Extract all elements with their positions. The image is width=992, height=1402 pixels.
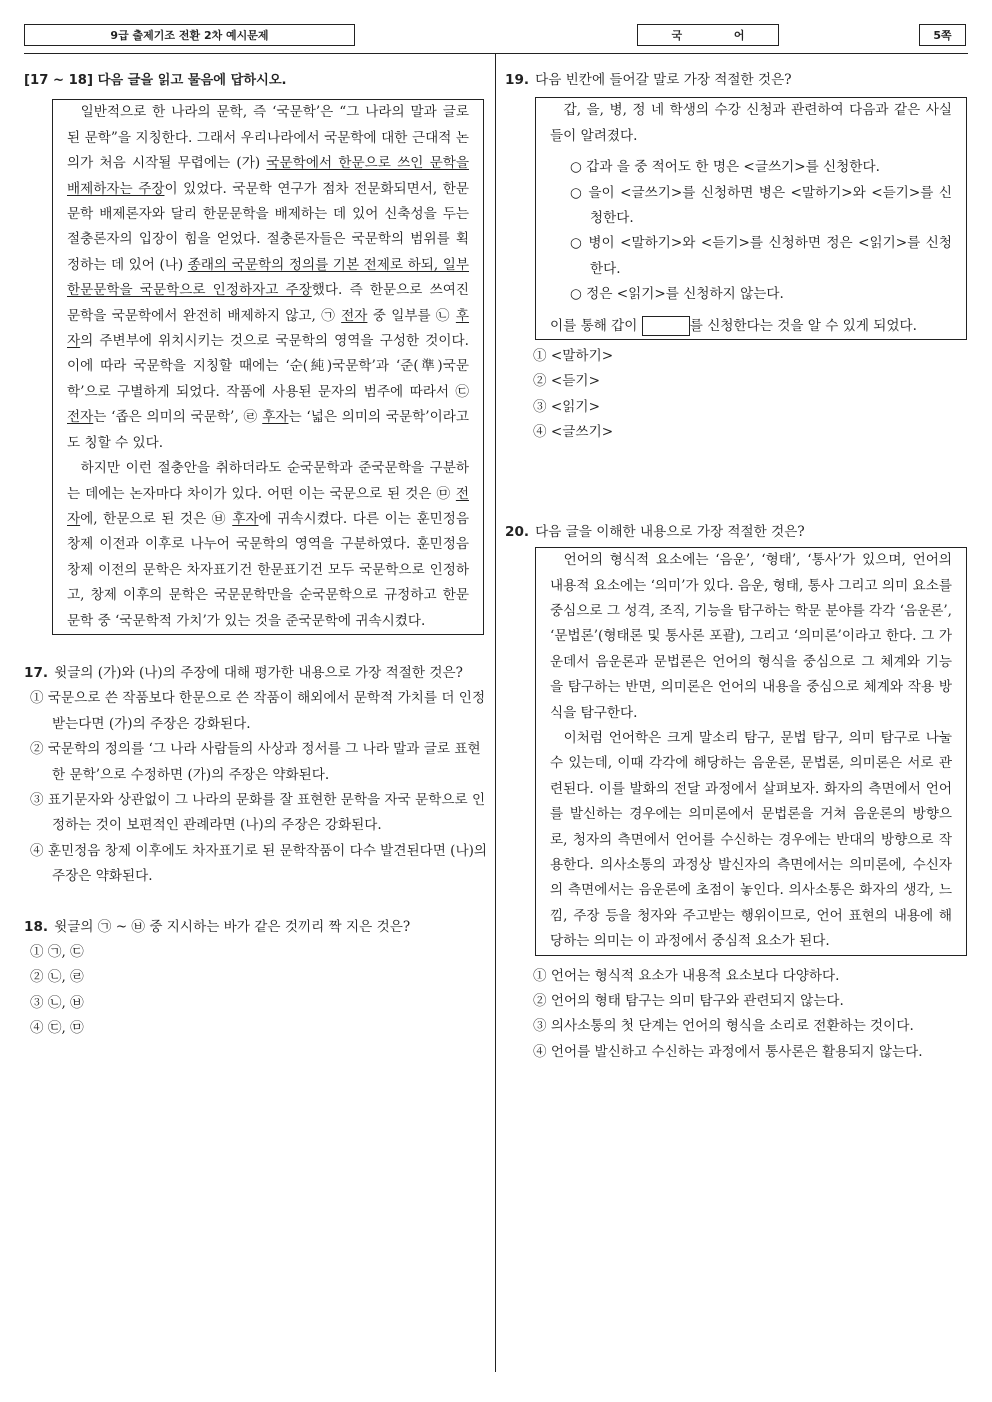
choice-3[interactable]: ③ <읽기> [533,398,600,415]
choice-3[interactable]: ③ 의사소통의 첫 단계는 언어의 형식을 소리로 전환하는 것이다. [533,1018,914,1035]
ref-3: 전자 [67,409,94,426]
question-stem: 다음 글을 이해한 내용으로 가장 적절한 것은? [535,523,805,540]
passage-paragraph-2: 하지만 이런 절충안을 취하더라도 순국문학과 준국문학을 구분하는 데에는 논자마다 차이가 있다. 어떤 이는 국문으로 된 것은 ㉤ 전자에, 한문으로 된 것은 ㉥ 후자에 귀속시켰다. 다른 이는 훈민정음 창제 이전과 이후로 나누어 국문학의 영역을 구분하였다. 훈민정음 창제 이전의 문학은 차자표기건 한문표기건 모두 국문학으로 인정하고, 창제 이후의 문학은 국문문학만을 순국문학으로 규정하고 한문문학 중 ‘국문학적 가치’가 있는 것을 준국문학에 귀속시켰다. [67,460,469,629]
conditions-box [535,97,967,340]
column-divider [495,54,496,1372]
right-column [505,68,967,1065]
box-conclusion: 이를 통해 갑이 를 신청한다는 것을 알 수 있게 되었다. [550,314,952,339]
choice-4[interactable]: ④ <글쓰기> [533,424,614,441]
ref-5: 전자 [67,485,469,527]
choice-4[interactable]: ④ 언어를 발신하고 수신하는 과정에서 통사론은 활용되지 않는다. [533,1043,923,1060]
question-17 [24,661,488,890]
choice-4[interactable]: ④ ㉢, ㉤ [30,1020,84,1037]
ref-1: 전자 [341,307,368,324]
question-number: 18. [24,918,49,935]
exam-title: 9급 출제기조 전환 2차 예시문제 [110,29,269,42]
condition-3: ○ 병이 <말하기>와 <듣기>를 신청하면 정은 <읽기>를 신청한다. [570,235,952,277]
claim-na: 종래의 국문학의 정의를 기본 전제로 하되, 일부 한문문학을 국문학으로 인정하자고 주장 [67,256,470,299]
ref-2: 후자 [67,307,469,350]
choice-4[interactable]: ④ 훈민정음 창제 이후에도 차자표기로 된 문학작품이 다수 발견된다면 (나)의 주장은 약화된다. [30,842,488,885]
choice-1[interactable]: ① 국문으로 쓴 작품보다 한문으로 쓴 작품이 해외에서 문학적 가치를 더 인정받는다면 (가)의 주장은 강화된다. [30,690,486,732]
choice-3[interactable]: ③ ㉡, ㉥ [30,994,84,1011]
left-column [24,68,488,1042]
passage-paragraph-2: 이처럼 언어학은 크게 말소리 탐구, 문법 탐구, 의미 탐구로 나눌 수 있는데, 이때 각각에 해당하는 음운론, 문법론, 의미론은 서로 관련된다. 이를 발화의 전달 과정에서 살펴보자. 화자의 측면에서 언어를 발신하는 경우에는 의미론에서 문법론을 거쳐 음운론의 방향으로, 청자의 측면에서 언어를 수신하는 경우에는 반대의 방향으로 작용한다. 의사소통의 과정상 발신자의 측면에서는 의미론에, 수신자의 측면에서는 음운론에 초점이 놓인다. 의사소통은 화자의 생각, 느낌, 주장 등을 청자와 주고받는 행위이므로, 언어 표현의 내용에 해당하는 의미는 이 과정에서 중심적 요소가 된다. [550,729,952,950]
ref-6: 후자 [232,510,259,527]
question-number: 19. [505,72,530,88]
question-18 [24,915,488,1042]
choice-1[interactable]: ① 언어는 형식적 요소가 내용적 요소보다 다양하다. [533,967,840,984]
condition-2: ○ 을이 <글쓰기>를 신청하면 병은 <말하기>와 <듣기>를 신청한다. [570,184,952,227]
choice-2[interactable]: ② 국문학의 정의를 ‘그 나라 사람들의 사상과 정서를 그 나라 말과 글로 표현한 문학’으로 수정하면 (가)의 주장은 약화된다. [30,741,481,783]
question-number: 17. [24,664,49,681]
question-stem: 윗글의 ㉠ ~ ㉥ 중 지시하는 바가 같은 것끼리 짝 지은 것은? [54,918,411,935]
question-19 [505,68,967,446]
subject-label: 국 어 [671,29,769,42]
exam-title-box [24,24,355,46]
condition-1: ○ 갑과 을 중 적어도 한 명은 <글쓰기>를 신청한다. [570,159,880,176]
choice-2[interactable]: ② 언어의 형태 탐구는 의미 탐구와 관련되지 않는다. [533,993,844,1009]
passage-paragraph-1: 언어의 형식적 요소에는 ‘음운’, ‘형태’, ‘통사’가 있으며, 언어의 내용적 요소에는 ‘의미’가 있다. 음운, 형태, 통사 그리고 의미 요소를 중심으로 그 성격, 조직, 기능을 탐구하는 학문 분야를 각각 ‘음운론’, ‘문법론’(형태론 및 통사론 포괄), 그리고 ‘의미론’이라고 한다. 그 가운데서 음운론과 문법론은 언어의 형식을 중심으로 그 체계와 기능을 탐구하는 반면, 의미론은 언어의 내용을 중심으로 체계와 작용 방식을 탐구한다. [550,552,952,721]
choice-2[interactable]: ② ㉡, ㉣ [30,969,84,986]
passage-box-20 [535,547,967,956]
question-20 [505,520,967,1066]
question-stem: 다음 빈칸에 들어갈 말로 가장 적절한 것은? [535,72,792,88]
subject-box [637,24,779,46]
question-number: 20. [505,523,530,540]
choice-2[interactable]: ② <듣기> [533,373,600,390]
answer-blank [642,316,690,336]
passage-paragraph-1: 일반적으로 한 나라의 문학, 즉 ‘국문학’은 “그 나라의 말과 글로 된 문학”을 지칭한다. 그래서 우리나라에서 국문학에 대한 근대적 논의가 처음 시작될 무렵에는 (가) 국문학에서 한문으로 쓰인 문학을 배제하자는 주장이 있었다. 국문학 연구가 점차 전문화되면서, 한문문학 배제론자와 달리 한문문학을 배제하는 데 있어 신축성을 두는 절충론자의 입장이 힘을 얻었다. 절충론자들은 국문학의 범위를 획정하는 데 있어 (나) 종래의 국문학의 정의를 기본 전제로 하되, 일부 한문문학을 국문학으로 인정하자고 주장했다. 즉 한문으로 쓰여진 문학을 국문학에서 완전히 배제하지 않고, ㉠ 전자 중 일부를 ㉡ 후자의 주변부에 위치시키는 것으로 국문학의 영역을 구성한 것이다. 이에 따라 국문학을 지칭할 때에는 ‘순(純)국문학’과 ‘준(準)국문학’으로 구별하게 되었다. 작품에 사용된 문자의 범주에 따라서 ㉢ 전자는 ‘좁은 의미의 국문학’, ㉣ 후자는 ‘넓은 의미의 국문학’이라고도 칭할 수 있다. [67,104,470,451]
ref-4: 후자 [262,409,289,426]
page-number: 5쪽 [933,29,952,42]
condition-4: ○ 정은 <읽기>를 신청하지 않는다. [570,286,784,303]
choice-1[interactable]: ① ㉠, ㉢ [30,944,84,960]
condition-list [550,155,952,307]
box-intro: 갑, 을, 병, 정 네 학생의 수강 신청과 관련하여 다음과 같은 사실들이 알려졌다. [550,102,952,144]
section-instruction: [17 ~ 18] 다음 글을 읽고 물음에 답하시오. [24,73,287,88]
page-number-box [919,24,966,46]
question-stem: 윗글의 (가)와 (나)의 주장에 대해 평가한 내용으로 가장 적절한 것은? [54,664,463,681]
passage-box-17-18 [52,99,484,635]
choice-3[interactable]: ③ 표기문자와 상관없이 그 나라의 문화를 잘 표현한 문학을 자국 문학으로 인정하는 것이 보편적인 관례라면 (나)의 주장은 강화된다. [30,791,486,834]
header-rule [24,53,968,54]
claim-ga: 국문학에서 한문으로 쓰인 문학을 배제하자는 주장 [67,155,469,197]
choice-1[interactable]: ① <말하기> [533,348,614,365]
